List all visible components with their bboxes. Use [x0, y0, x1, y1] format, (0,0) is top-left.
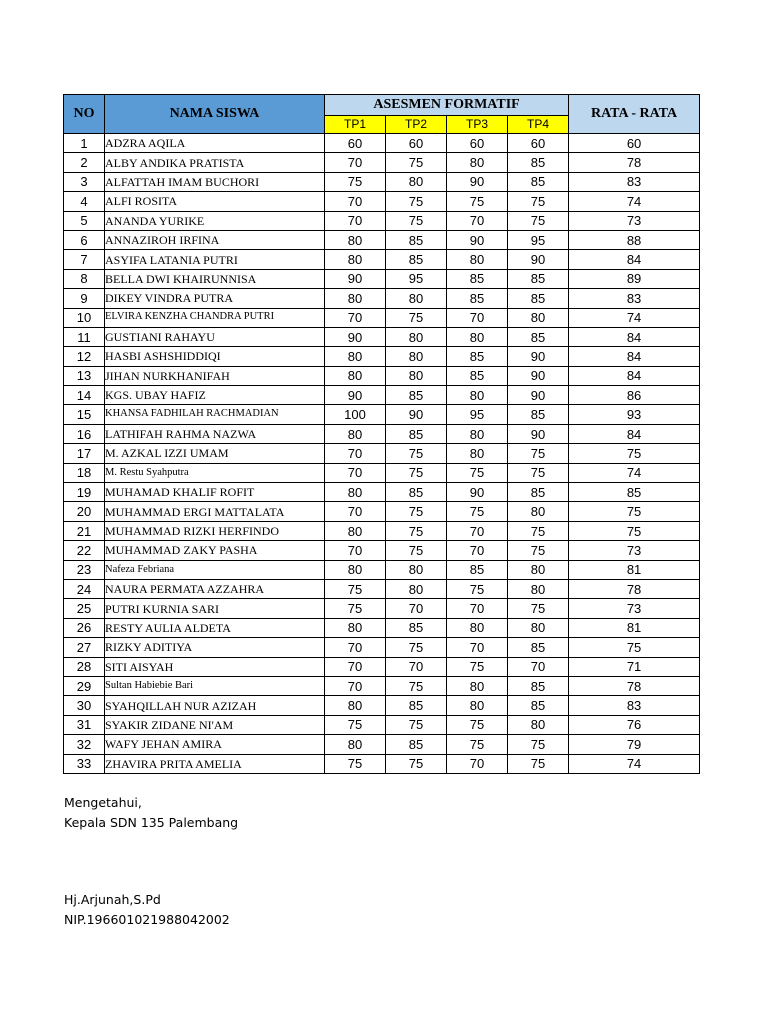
score-tp2: 85	[386, 735, 447, 754]
score-tp4: 90	[508, 347, 569, 366]
row-number: 19	[64, 483, 105, 502]
score-average: 84	[569, 347, 700, 366]
score-tp4: 85	[508, 405, 569, 424]
score-tp3: 75	[447, 502, 508, 521]
student-name: JIHAN NURKHANIFAH	[105, 366, 325, 385]
score-average: 79	[569, 735, 700, 754]
score-tp3: 70	[447, 211, 508, 230]
score-average: 89	[569, 269, 700, 288]
score-tp3: 80	[447, 327, 508, 346]
score-tp4: 75	[508, 521, 569, 540]
score-tp3: 85	[447, 289, 508, 308]
score-tp1: 70	[325, 638, 386, 657]
student-name: WAFY JEHAN AMIRA	[105, 735, 325, 754]
score-tp3: 90	[447, 172, 508, 191]
score-average: 84	[569, 366, 700, 385]
header-no: NO	[64, 95, 105, 134]
acknowledgement-label: Mengetahui,	[64, 795, 142, 810]
score-tp1: 70	[325, 192, 386, 211]
row-number: 9	[64, 289, 105, 308]
student-name: SYAKIR ZIDANE NI'AM	[105, 715, 325, 734]
score-average: 75	[569, 638, 700, 657]
table-row	[64, 502, 700, 521]
score-tp1: 75	[325, 754, 386, 773]
student-name: NAURA PERMATA AZZAHRA	[105, 579, 325, 598]
score-tp2: 85	[386, 696, 447, 715]
score-tp2: 80	[386, 172, 447, 191]
score-tp2: 75	[386, 463, 447, 482]
score-tp2: 75	[386, 754, 447, 773]
row-number: 12	[64, 347, 105, 366]
score-tp2: 75	[386, 192, 447, 211]
score-tp3: 95	[447, 405, 508, 424]
score-tp4: 80	[508, 308, 569, 327]
score-tp1: 80	[325, 735, 386, 754]
score-tp2: 80	[386, 579, 447, 598]
score-tp2: 75	[386, 308, 447, 327]
score-average: 88	[569, 230, 700, 249]
row-number: 30	[64, 696, 105, 715]
table-row	[64, 347, 700, 366]
header-tp3: TP3	[447, 115, 508, 133]
score-tp1: 90	[325, 269, 386, 288]
score-tp3: 70	[447, 308, 508, 327]
table-row	[64, 405, 700, 424]
score-tp2: 85	[386, 483, 447, 502]
score-tp4: 80	[508, 618, 569, 637]
score-average: 83	[569, 696, 700, 715]
score-tp3: 70	[447, 541, 508, 560]
score-tp1: 70	[325, 153, 386, 172]
score-tp1: 80	[325, 230, 386, 249]
row-number: 14	[64, 386, 105, 405]
student-name: PUTRI KURNIA SARI	[105, 599, 325, 618]
row-number: 13	[64, 366, 105, 385]
score-tp3: 85	[447, 366, 508, 385]
table-row	[64, 250, 700, 269]
row-number: 10	[64, 308, 105, 327]
table-row	[64, 618, 700, 637]
student-name: M. AZKAL IZZI UMAM	[105, 444, 325, 463]
row-number: 3	[64, 172, 105, 191]
row-number: 26	[64, 618, 105, 637]
student-name: ALFI ROSITA	[105, 192, 325, 211]
score-average: 75	[569, 444, 700, 463]
score-tp2: 75	[386, 444, 447, 463]
score-tp1: 90	[325, 386, 386, 405]
row-number: 15	[64, 405, 105, 424]
score-tp1: 80	[325, 521, 386, 540]
score-tp1: 100	[325, 405, 386, 424]
score-tp1: 70	[325, 502, 386, 521]
score-tp1: 70	[325, 541, 386, 560]
score-average: 85	[569, 483, 700, 502]
table-row	[64, 211, 700, 230]
score-tp3: 80	[447, 386, 508, 405]
score-average: 73	[569, 211, 700, 230]
student-name: M. Restu Syahputra	[105, 463, 325, 482]
student-name: SITI AISYAH	[105, 657, 325, 676]
score-average: 81	[569, 560, 700, 579]
header-name: NAMA SISWA	[105, 95, 325, 134]
score-tp1: 80	[325, 696, 386, 715]
score-tp1: 70	[325, 657, 386, 676]
score-average: 83	[569, 289, 700, 308]
score-tp2: 85	[386, 618, 447, 637]
score-tp1: 80	[325, 347, 386, 366]
row-number: 7	[64, 250, 105, 269]
table-row	[64, 172, 700, 191]
table-row	[64, 560, 700, 579]
score-tp2: 75	[386, 715, 447, 734]
score-tp3: 80	[447, 424, 508, 443]
row-number: 25	[64, 599, 105, 618]
score-average: 86	[569, 386, 700, 405]
header-tp2: TP2	[386, 115, 447, 133]
student-name: MUHAMMAD RIZKI HERFINDO	[105, 521, 325, 540]
row-number: 33	[64, 754, 105, 773]
score-tp4: 80	[508, 502, 569, 521]
table-row	[64, 676, 700, 695]
header-tp4: TP4	[508, 115, 569, 133]
row-number: 32	[64, 735, 105, 754]
table-row	[64, 599, 700, 618]
score-tp4: 75	[508, 463, 569, 482]
score-tp2: 75	[386, 676, 447, 695]
score-average: 93	[569, 405, 700, 424]
student-name: MUHAMMAD ZAKY PASHA	[105, 541, 325, 560]
score-tp2: 85	[386, 386, 447, 405]
score-tp2: 60	[386, 134, 447, 153]
score-average: 84	[569, 250, 700, 269]
row-number: 23	[64, 560, 105, 579]
score-tp2: 75	[386, 211, 447, 230]
score-average: 74	[569, 754, 700, 773]
table-row	[64, 696, 700, 715]
score-tp1: 80	[325, 483, 386, 502]
score-tp1: 60	[325, 134, 386, 153]
table-row	[64, 134, 700, 153]
score-tp2: 70	[386, 657, 447, 676]
row-number: 28	[64, 657, 105, 676]
student-name: RESTY AULIA ALDETA	[105, 618, 325, 637]
row-number: 8	[64, 269, 105, 288]
student-name: Sultan Habiebie Bari	[105, 676, 325, 695]
score-tp3: 85	[447, 560, 508, 579]
score-tp4: 85	[508, 483, 569, 502]
score-average: 78	[569, 579, 700, 598]
row-number: 31	[64, 715, 105, 734]
score-tp4: 75	[508, 754, 569, 773]
score-tp2: 90	[386, 405, 447, 424]
row-number: 18	[64, 463, 105, 482]
score-tp1: 70	[325, 676, 386, 695]
table-row	[64, 192, 700, 211]
score-tp2: 80	[386, 560, 447, 579]
row-number: 17	[64, 444, 105, 463]
score-tp3: 70	[447, 754, 508, 773]
score-average: 83	[569, 172, 700, 191]
score-average: 75	[569, 521, 700, 540]
score-tp3: 90	[447, 483, 508, 502]
score-tp2: 85	[386, 250, 447, 269]
signer-nip: NIP.196601021988042002	[64, 912, 230, 927]
score-average: 71	[569, 657, 700, 676]
score-tp2: 75	[386, 521, 447, 540]
student-name: BELLA DWI KHAIRUNNISA	[105, 269, 325, 288]
signer-name: Hj.Arjunah,S.Pd	[64, 892, 161, 907]
table-row	[64, 444, 700, 463]
student-name: SYAHQILLAH NUR AZIZAH	[105, 696, 325, 715]
score-tp1: 80	[325, 289, 386, 308]
table-row	[64, 657, 700, 676]
student-name: ALBY ANDIKA PRATISTA	[105, 153, 325, 172]
table-row	[64, 153, 700, 172]
table-row	[64, 735, 700, 754]
row-number: 16	[64, 424, 105, 443]
score-tp3: 80	[447, 444, 508, 463]
score-tp1: 70	[325, 308, 386, 327]
score-tp4: 85	[508, 676, 569, 695]
score-tp3: 80	[447, 618, 508, 637]
headmaster-title: Kepala SDN 135 Palembang	[64, 815, 239, 830]
student-name: LATHIFAH RAHMA NAZWA	[105, 424, 325, 443]
score-tp2: 80	[386, 327, 447, 346]
table-row	[64, 754, 700, 773]
score-tp4: 85	[508, 327, 569, 346]
row-number: 21	[64, 521, 105, 540]
table-row	[64, 269, 700, 288]
score-average: 74	[569, 308, 700, 327]
score-tp2: 80	[386, 366, 447, 385]
table-row	[64, 715, 700, 734]
score-tp3: 75	[447, 657, 508, 676]
score-tp4: 75	[508, 444, 569, 463]
score-tp4: 85	[508, 696, 569, 715]
row-number: 1	[64, 134, 105, 153]
score-average: 81	[569, 618, 700, 637]
score-tp4: 60	[508, 134, 569, 153]
score-average: 74	[569, 463, 700, 482]
score-tp1: 80	[325, 250, 386, 269]
student-name: ZHAVIRA PRITA AMELIA	[105, 754, 325, 773]
score-tp3: 80	[447, 153, 508, 172]
row-number: 24	[64, 579, 105, 598]
row-number: 5	[64, 211, 105, 230]
score-tp2: 75	[386, 541, 447, 560]
score-average: 60	[569, 134, 700, 153]
row-number: 22	[64, 541, 105, 560]
student-name: ASYIFA LATANIA PUTRI	[105, 250, 325, 269]
student-name: KGS. UBAY HAFIZ	[105, 386, 325, 405]
row-number: 27	[64, 638, 105, 657]
score-tp1: 80	[325, 366, 386, 385]
score-tp4: 75	[508, 192, 569, 211]
score-tp3: 60	[447, 134, 508, 153]
student-name: DIKEY VINDRA PUTRA	[105, 289, 325, 308]
table-row	[64, 386, 700, 405]
score-tp1: 80	[325, 424, 386, 443]
student-name: GUSTIANI RAHAYU	[105, 327, 325, 346]
score-tp1: 70	[325, 463, 386, 482]
score-tp4: 85	[508, 638, 569, 657]
score-tp1: 75	[325, 579, 386, 598]
score-tp2: 85	[386, 424, 447, 443]
score-tp1: 80	[325, 618, 386, 637]
score-tp2: 80	[386, 347, 447, 366]
header-average: RATA - RATA	[569, 95, 700, 134]
score-tp4: 80	[508, 560, 569, 579]
table-row	[64, 579, 700, 598]
score-tp4: 75	[508, 599, 569, 618]
score-tp3: 90	[447, 230, 508, 249]
score-tp1: 70	[325, 211, 386, 230]
score-tp3: 70	[447, 599, 508, 618]
score-tp1: 75	[325, 172, 386, 191]
row-number: 4	[64, 192, 105, 211]
score-tp4: 75	[508, 211, 569, 230]
row-number: 20	[64, 502, 105, 521]
score-average: 74	[569, 192, 700, 211]
score-tp4: 85	[508, 153, 569, 172]
score-average: 73	[569, 541, 700, 560]
row-number: 29	[64, 676, 105, 695]
score-tp4: 75	[508, 541, 569, 560]
score-tp3: 70	[447, 638, 508, 657]
student-name: Nafeza Febriana	[105, 560, 325, 579]
table-body	[64, 134, 700, 774]
score-tp2: 75	[386, 153, 447, 172]
student-name: HASBI ASHSHIDDIQI	[105, 347, 325, 366]
grades-table	[63, 94, 700, 774]
score-tp3: 75	[447, 463, 508, 482]
score-tp4: 80	[508, 579, 569, 598]
score-tp2: 85	[386, 230, 447, 249]
header-asesmen-formatif: ASESMEN FORMATIF	[325, 95, 569, 116]
score-average: 75	[569, 502, 700, 521]
row-number: 11	[64, 327, 105, 346]
student-name: MUHAMAD KHALIF ROFIT	[105, 483, 325, 502]
score-tp4: 85	[508, 172, 569, 191]
table-row	[64, 424, 700, 443]
header-tp1: TP1	[325, 115, 386, 133]
score-tp1: 75	[325, 715, 386, 734]
score-tp3: 75	[447, 579, 508, 598]
score-tp3: 85	[447, 347, 508, 366]
score-tp1: 80	[325, 560, 386, 579]
score-average: 73	[569, 599, 700, 618]
table-row	[64, 463, 700, 482]
score-tp2: 80	[386, 289, 447, 308]
score-tp3: 75	[447, 192, 508, 211]
student-name: KHANSA FADHILAH RACHMADIAN	[105, 405, 325, 424]
score-tp2: 70	[386, 599, 447, 618]
student-name: RIZKY ADITIYA	[105, 638, 325, 657]
score-tp2: 95	[386, 269, 447, 288]
score-average: 84	[569, 424, 700, 443]
score-tp4: 90	[508, 250, 569, 269]
score-tp3: 80	[447, 676, 508, 695]
student-name: MUHAMMAD ERGI MATTALATA	[105, 502, 325, 521]
student-name: ANNAZIROH IRFINA	[105, 230, 325, 249]
score-tp4: 90	[508, 386, 569, 405]
table-row	[64, 308, 700, 327]
score-tp4: 70	[508, 657, 569, 676]
table-row	[64, 483, 700, 502]
score-tp1: 90	[325, 327, 386, 346]
score-tp1: 75	[325, 599, 386, 618]
table-row	[64, 327, 700, 346]
student-name: ELVIRA KENZHA CHANDRA PUTRI	[105, 308, 325, 327]
score-tp4: 80	[508, 715, 569, 734]
row-number: 2	[64, 153, 105, 172]
table-row	[64, 289, 700, 308]
score-tp3: 75	[447, 735, 508, 754]
table-row	[64, 366, 700, 385]
score-tp3: 80	[447, 696, 508, 715]
table-row	[64, 230, 700, 249]
score-tp4: 85	[508, 289, 569, 308]
student-name: ADZRA AQILA	[105, 134, 325, 153]
score-tp4: 75	[508, 735, 569, 754]
row-number: 6	[64, 230, 105, 249]
score-average: 78	[569, 676, 700, 695]
student-name: ANANDA YURIKE	[105, 211, 325, 230]
score-tp4: 95	[508, 230, 569, 249]
score-average: 78	[569, 153, 700, 172]
table-row	[64, 638, 700, 657]
score-tp4: 90	[508, 424, 569, 443]
score-tp3: 80	[447, 250, 508, 269]
table-row	[64, 541, 700, 560]
table-row	[64, 521, 700, 540]
score-tp4: 90	[508, 366, 569, 385]
score-average: 76	[569, 715, 700, 734]
score-tp3: 75	[447, 715, 508, 734]
score-tp3: 85	[447, 269, 508, 288]
score-tp4: 85	[508, 269, 569, 288]
score-tp2: 75	[386, 502, 447, 521]
score-tp2: 75	[386, 638, 447, 657]
score-tp1: 70	[325, 444, 386, 463]
score-average: 84	[569, 327, 700, 346]
score-tp3: 70	[447, 521, 508, 540]
student-name: ALFATTAH IMAM BUCHORI	[105, 172, 325, 191]
